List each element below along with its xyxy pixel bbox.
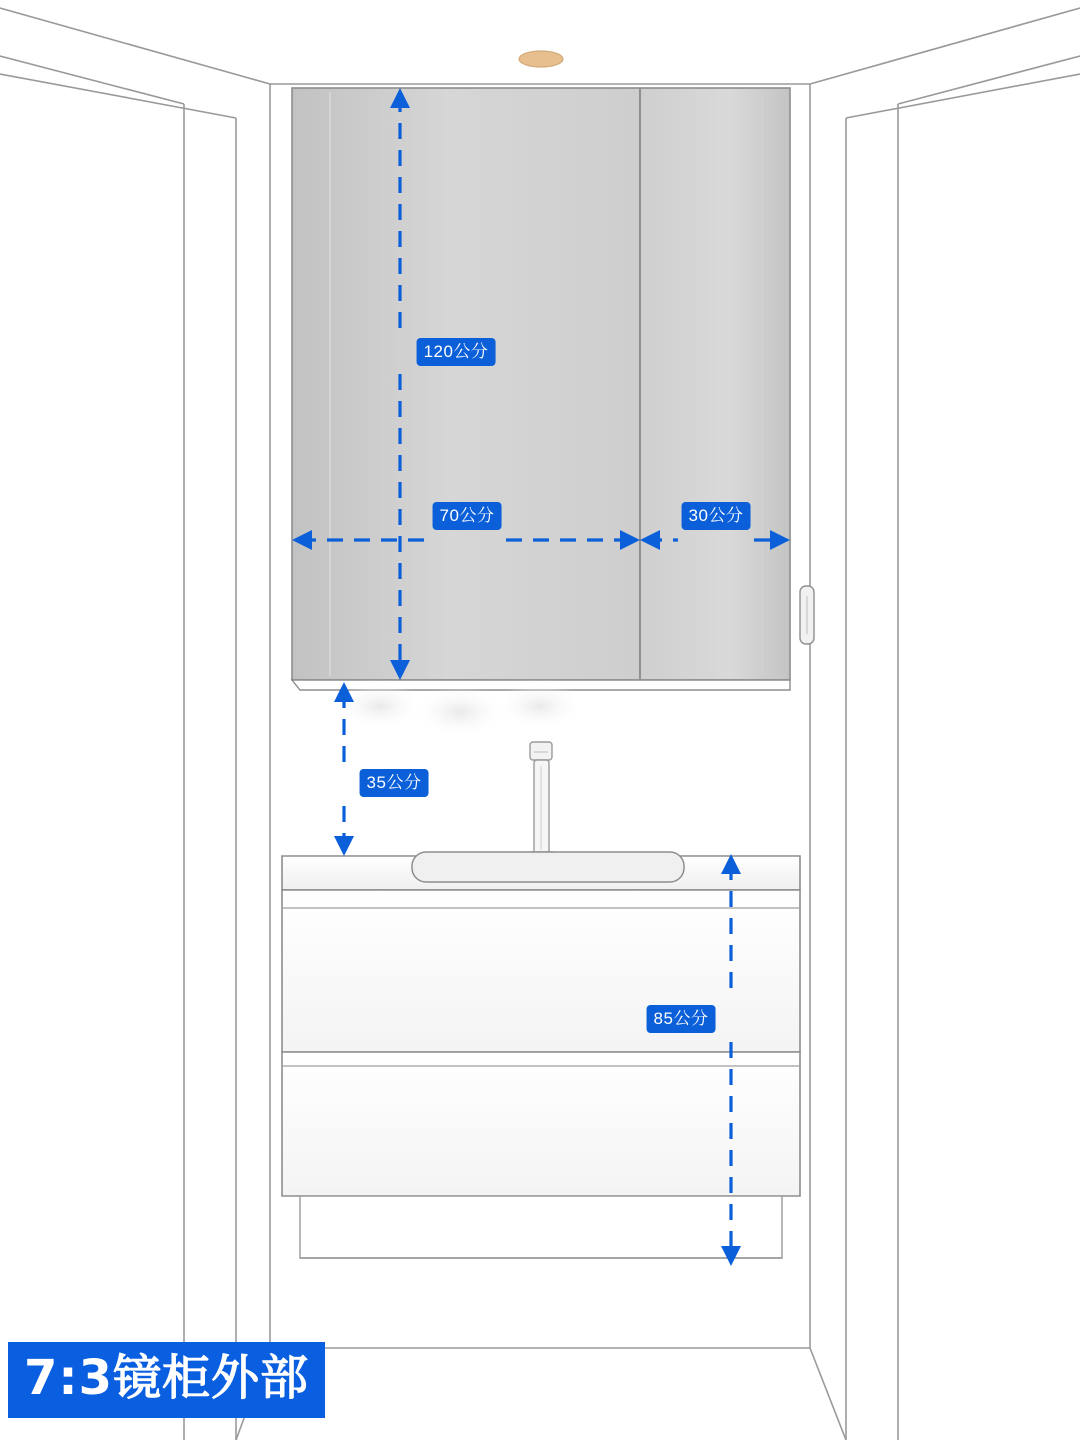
ceiling-light: [519, 51, 563, 67]
mirror-cabinet: [292, 88, 790, 690]
vanity-cabinet: [282, 890, 800, 1258]
door-handle: [800, 586, 814, 644]
dimension-label-counter-height: 85公分: [647, 1005, 716, 1033]
faucet: [528, 742, 555, 860]
vanity-counter: [282, 852, 800, 890]
under-cabinet-glow: [336, 682, 584, 738]
dimension-label-cabinet-height: 120公分: [417, 338, 496, 366]
dimension-label-cabinet-to-counter: 35公分: [360, 769, 429, 797]
dimension-label-right-door-width: 30公分: [682, 502, 751, 530]
dimension-label-left-door-width: 70公分: [433, 502, 502, 530]
caption-badge: 7:3镜柜外部: [8, 1342, 325, 1418]
